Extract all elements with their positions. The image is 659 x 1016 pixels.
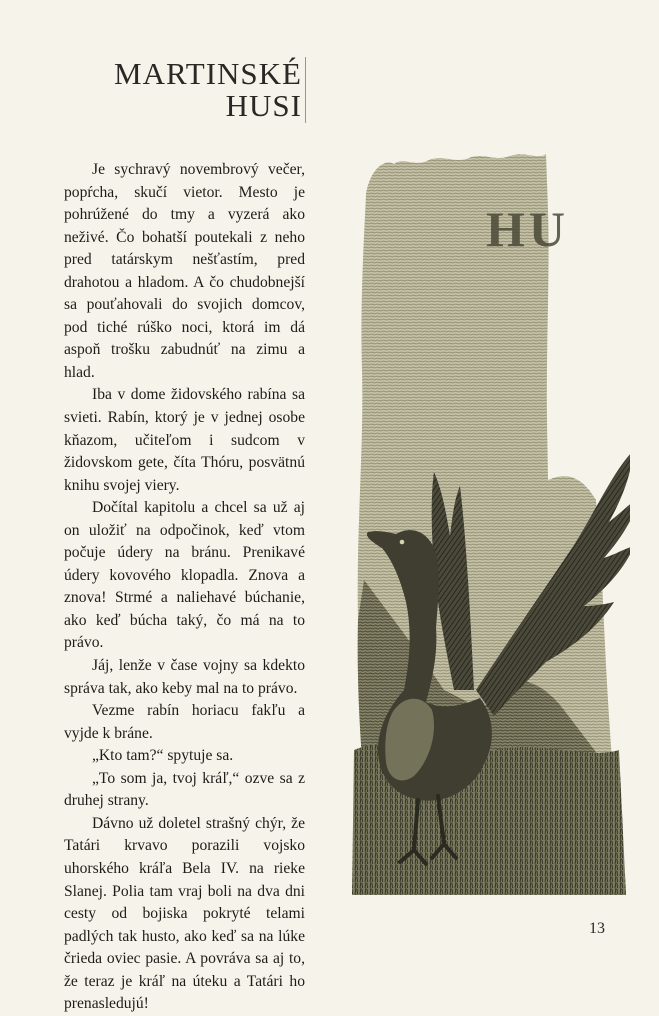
paragraph-3: Dočítal kapitolu a chcel sa už aj on uložiť na odpočinok, keď vtom počuje údery na bránu. Prenikavé údery kovového klopadla. Znova a znova! Strmé a naliehavé búchanie, ako keď búcha taký, čo má na to právo. <box>64 499 305 652</box>
chapter-title <box>114 58 302 122</box>
goose-engraving-illustration <box>334 150 630 898</box>
goose-eye <box>400 540 405 545</box>
paragraph-1: Je sychravý novembrový večer, popŕcha, skučí vietor. Mesto je pohrúžené do tmy a vyzerá ako neživé. Čo bohatší poutekali z neho pred tatárskym nešťastím, pred drahotou a hladom. A čo chudobnejší sa pouťahovali do svojich domcov, pod tiché rúško noci, ktorá im dá aspoň trošku zabudnúť na zimu a hlad. <box>64 161 305 381</box>
paragraph-6: „Kto tam?“ spytuje sa. <box>92 747 234 765</box>
chapter-title-line-1: MARTINSKÉ <box>114 56 302 91</box>
engraved-letters <box>486 201 569 257</box>
chapter-title-line-2: HUSI <box>225 88 302 123</box>
paragraph-2: Iba v dome židovského rabína sa svieti. Rabín, ktorý je v jednej osobe kňazom, učiteľom i sudcom v židovskom gete, číta Thóru, posvätnú knihu svojej viery. <box>64 386 305 494</box>
paragraph-5: Vezme rabín horiacu fakľu a vyjde k bráne. <box>64 702 305 742</box>
paragraph-8: Dávno už doletel strašný chýr, že Tatári krvavo porazili vojsko uhorského kráľa Bela IV. na rieke Slanej. Polia tam vraj boli na dva dni cesty od bojiska pokryté telami padlých tak husto, ako keď sa na lúke črieda oviec pasie. A povráva sa aj to, že teraz je kráľ na úteku a Tatári ho prenasledujú! <box>64 814 305 1013</box>
paragraph-4: Jáj, lenže v čase vojny sa kdekto správa tak, ako keby mal na to právo. <box>64 657 305 697</box>
page-number: 13 <box>589 920 605 937</box>
chapter-body <box>64 159 305 1016</box>
paragraph-7: „To som ja, tvoj kráľ,“ ozve sa z druhej strany. <box>64 769 305 810</box>
engraved-letters-text: HU <box>486 201 569 257</box>
title-divider <box>305 57 306 123</box>
